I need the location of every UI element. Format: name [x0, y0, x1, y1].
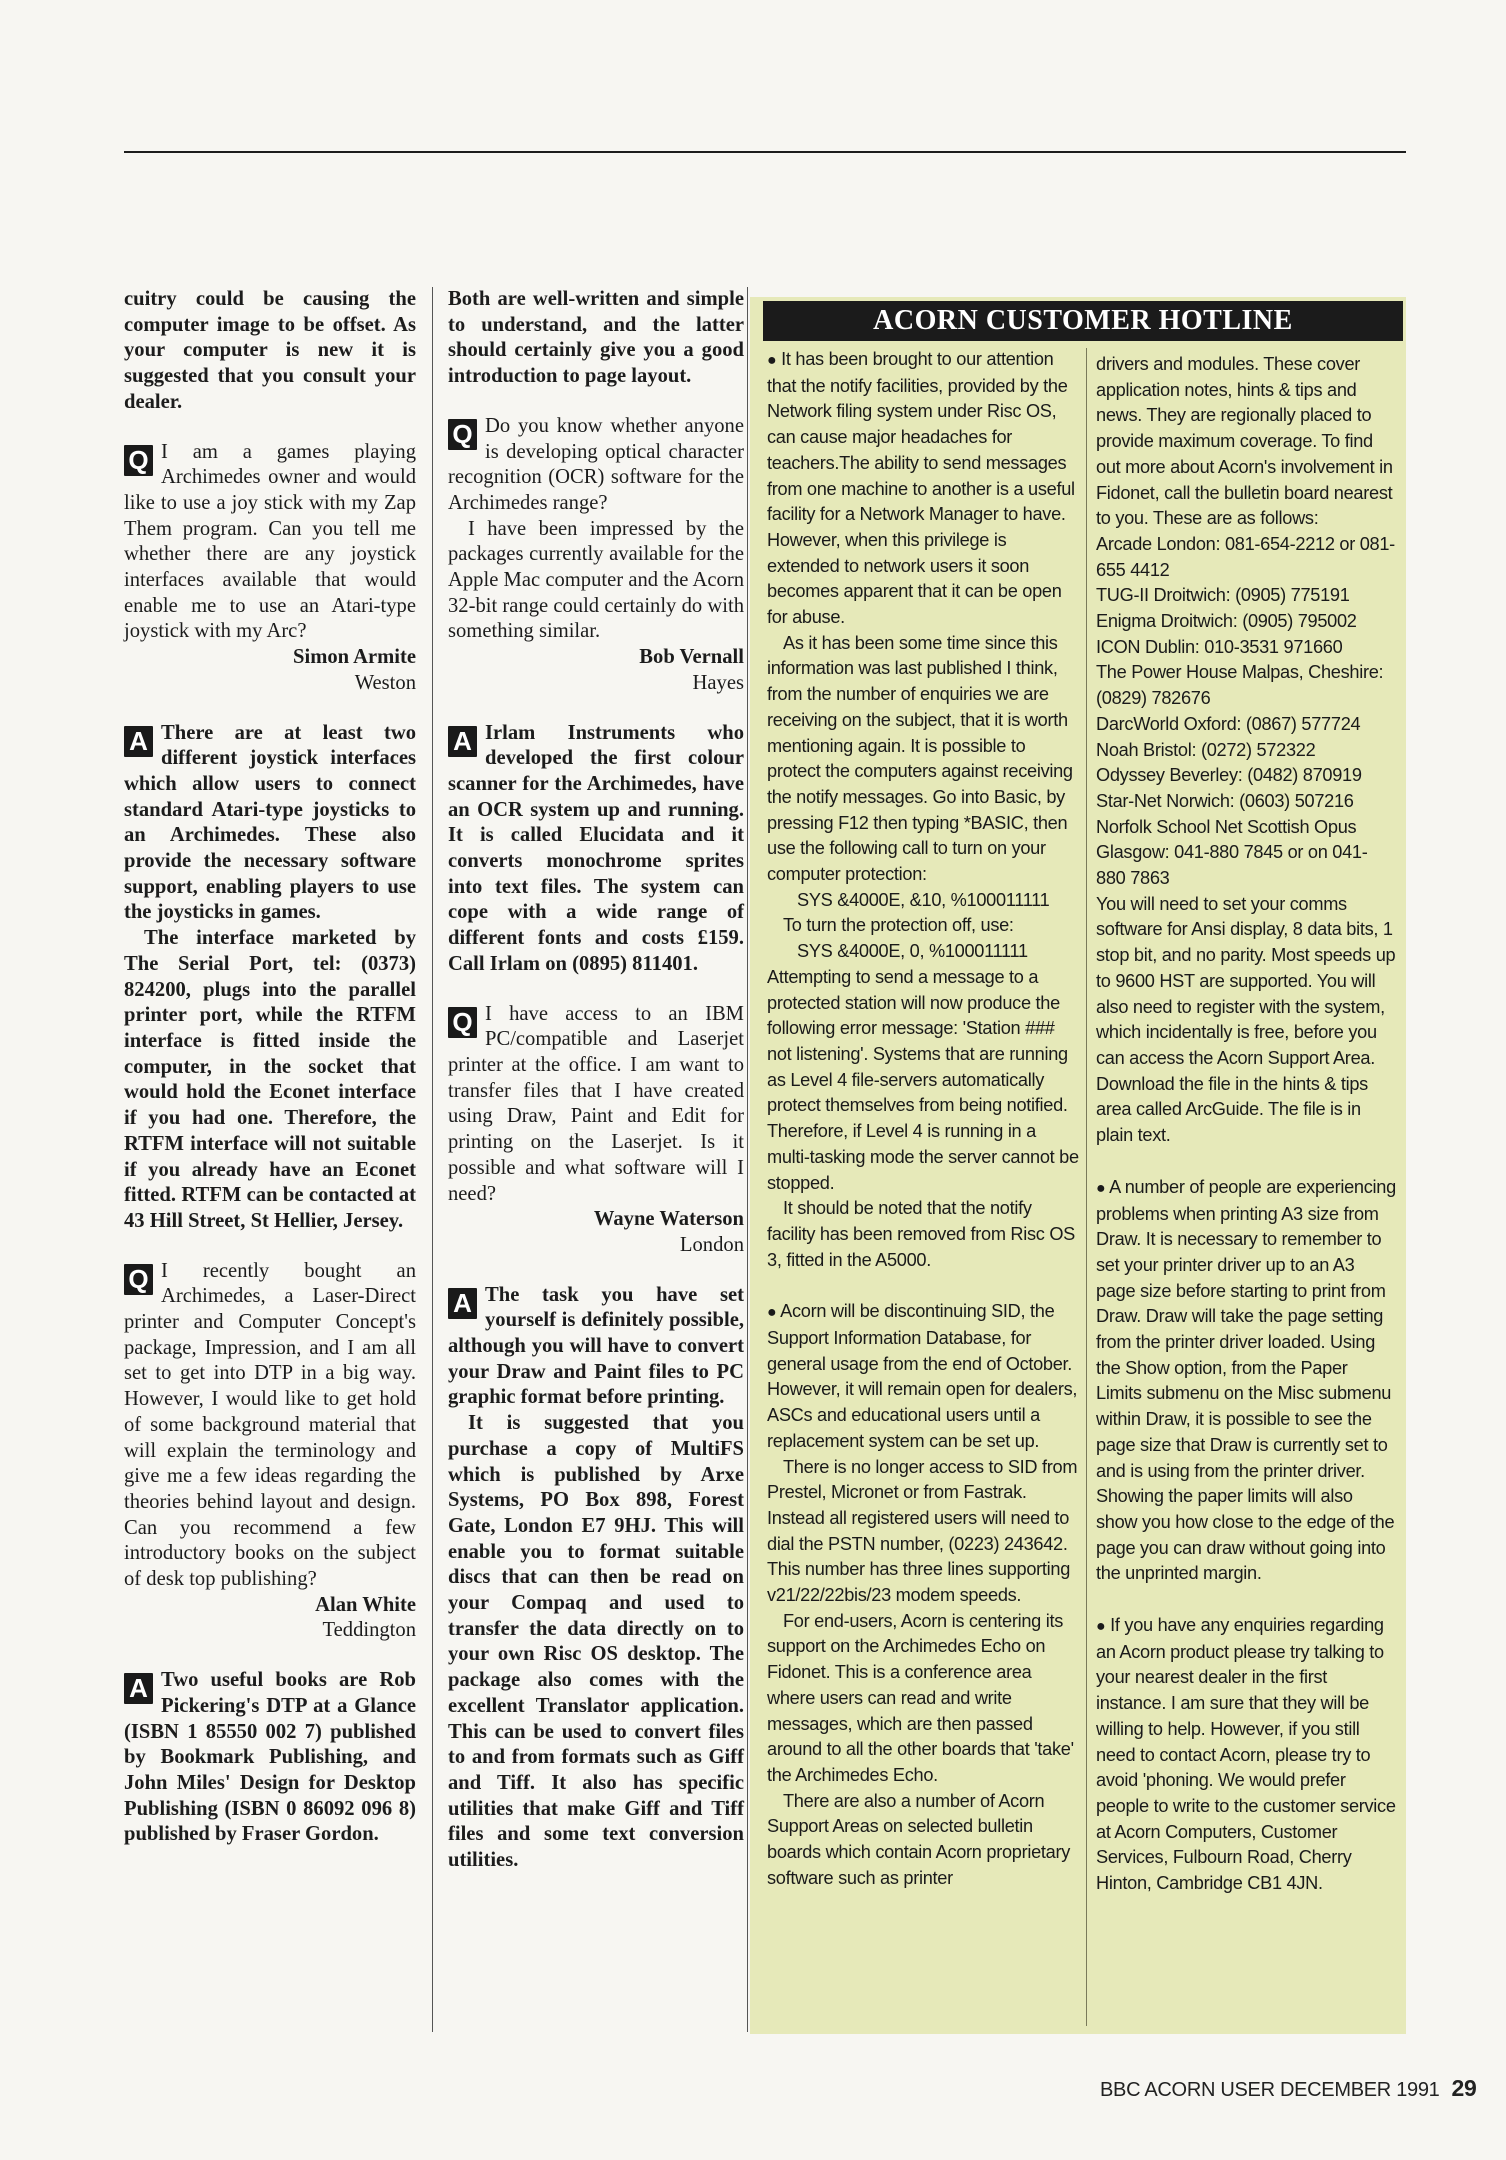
- hotline-column-2: [1096, 352, 1396, 1897]
- hotline-paragraph: There is no longer access to SID from Prestel, Micronet or from Fastrak. Instead all registered users will need to dial the PSTN number, (0223) 243642. This number has three lines supporting v21/22/22bis/23 modem speeds.: [767, 1456, 1078, 1606]
- board-item: Odyssey Beverley: (0482) 870919: [1096, 765, 1362, 786]
- answer-continued: Both are well-written and simple to understand, and the latter should certainly give you a good introduction to page layout.: [448, 288, 744, 388]
- question-joystick: [124, 440, 416, 646]
- hotline-text: If you have any enquiries regarding an Acorn product please try talking to your nearest dealer in the first instance. I am sure that they will be willing to help. However, if you still need to contact Acorn, please try to avoid 'phoning. We would prefer people to write to the customer service at Acorn Computers, Customer Services, Fulbourn Road, Cherry Hinton, Cambridge CB1 4JN.: [1096, 1615, 1396, 1894]
- hotline-paragraph: To turn the protection off, use:: [783, 915, 1014, 936]
- hotline-paragraph: There are also a number of Acorn Support Areas on selected bulletin boards which contain Acorn proprietary software such as printer: [767, 1790, 1071, 1888]
- signature-place: Teddington: [322, 1619, 416, 1642]
- board-item: DarcWorld Oxford: (0867) 577724: [1096, 713, 1361, 734]
- question-ocr: [448, 414, 744, 517]
- code-line: SYS &4000E, 0, %100011111: [797, 941, 1028, 962]
- question-dtp: [124, 1259, 416, 1593]
- bullet-icon: ●: [1096, 1179, 1106, 1197]
- answer-pc-transfer-2: It is suggested that you purchase a copy of MultiFS which is published by Arxe Systems, PO Box 898, Forest Gate, London E7 9HJ. This will enable you to format suitable discs that can then be read on your Compaq and used to transfer the data directly on to your own Risc OS desktop. The package also comes with the excellent Translator application. This can be used to convert files to and from formats such as Giff and Tiff. It also has specific utilities that make Giff and Tiff files and some text conversion utilities.: [448, 1412, 744, 1872]
- answer-joystick: [124, 721, 416, 927]
- hotline-paragraph: For end-users, Acorn is centering its support on the Archimedes Echo on Fidonet. This is a conference area where users can read and write messages, which are then passed around to all the other boards that 'take' the Archimedes Echo.: [767, 1610, 1074, 1785]
- q-badge: Q: [124, 1264, 153, 1295]
- answer-dtp: [124, 1668, 416, 1848]
- hotline-item-enquiries: [1096, 1613, 1396, 1897]
- a-badge: A: [448, 726, 477, 757]
- hotline-item-notify: [767, 347, 1082, 631]
- page-footer: [1100, 2075, 1476, 2102]
- signature-name: Simon Armite: [293, 646, 416, 669]
- answer-continued: cuitry could be causing the computer image to be offset. As your computer is new it is suggested that you consult your dealer.: [124, 288, 416, 413]
- answer-ocr: [448, 721, 744, 978]
- a-badge: A: [124, 726, 153, 757]
- signature: [448, 1207, 744, 1233]
- signature: [124, 645, 416, 671]
- magazine-title: BBC ACORN USER DECEMBER 1991: [1100, 2079, 1440, 2101]
- hotline-paragraph: As it has been some time since this information was last published I think, from the number of enquiries we are receiving on the subject, that it is worth mentioning again. It is possible to protect the computers against receiving the notify messages. Go into Basic, by pressing F12 then typing *BASIC, then use the following call to turn on your computer protection:: [767, 632, 1073, 885]
- answer-text: Two useful books are Rob Pickering's DTP at a Glance (ISBN 1 85550 002 7) published by Bookmark Publishing, and John Miles' Design for Desktop Publishing (ISBN 0 86092 096 8) published by Fraser Gordon.: [124, 1669, 416, 1846]
- board-item: Norfolk School Net Scottish Opus Glasgow: 041-880 7845 or on 041-880 7863: [1096, 816, 1368, 889]
- hotline-paragraph: You will need to set your comms software for Ansi display, 8 data bits, 1 stop bit, and no parity. Most speeds up to 9600 HST are supported. You will also need to register with the system, which incidentally is free, before you can access the Acorn Support Area. Download the file in the hints & tips area called ArcGuide. The file is in plain text.: [1096, 893, 1396, 1146]
- hotline-paragraph: It should be noted that the notify facility has been removed from Risc OS 3, fitted in the A5000.: [767, 1198, 1076, 1270]
- bullet-icon: ●: [767, 1304, 777, 1322]
- answer-text: There are at least two different joystick interfaces which allow users to connect standard Atari-type joysticks to an Archimedes. These also provide the necessary software support, enabling players to use the joysticks in games.: [124, 721, 416, 924]
- hotline-item-sid: [767, 1299, 1082, 1454]
- question-text-2: I have been impressed by the packages currently available for the Apple Mac computer and the Acorn 32-bit range could certainly do with something similar.: [448, 517, 744, 643]
- page-number: 29: [1451, 2075, 1477, 2101]
- board-item: ICON Dublin: 010-3531 971660: [1096, 636, 1343, 657]
- answer-text: The task you have set yourself is definitely possible, although you will have to convert your Draw and Paint files to PC graphic format before printing.: [448, 1283, 744, 1409]
- q-badge: Q: [448, 419, 477, 450]
- column-divider: [432, 287, 433, 2032]
- signature-place: Weston: [354, 671, 416, 694]
- signature: [448, 645, 744, 671]
- board-item: The Power House Malpas, Cheshire: (0829) 782676: [1096, 662, 1384, 709]
- panel-divider: [1086, 348, 1087, 2026]
- column-2: [448, 287, 744, 1874]
- signature-name: Bob Vernall: [639, 646, 744, 669]
- q-badge: Q: [448, 1007, 477, 1038]
- signature-place: Hayes: [692, 671, 744, 694]
- board-item: Enigma Droitwich: (0905) 795002: [1096, 611, 1357, 632]
- signature-place: London: [679, 1233, 744, 1256]
- question-text: I am a games playing Archimedes owner and would like to use a joy stick with my Zap Them program. Can you tell me whether there are any joystick interfaces available that would enable me to use an Atari-type joystick with my Arc?: [124, 440, 416, 643]
- bullet-icon: ●: [1096, 1618, 1106, 1636]
- code-line: SYS &4000E, &10, %100011111: [797, 889, 1050, 910]
- question-text: I have access to an IBM PC/compatible and Laserjet printer at the office. I am want to transfer files that I have created using Draw, Paint and Edit for printing on the Laserjet. Is it possible and what software will I need?: [448, 1002, 744, 1205]
- hotline-item-a3: [1096, 1175, 1396, 1587]
- hotline-paragraph: drivers and modules. These cover application notes, hints & tips and news. They are regionally placed to provide maximum coverage. To find out more about Acorn's involvement in Fidonet, call the bulletin board nearest to you. These are as follows:: [1096, 354, 1393, 529]
- signature-name: Wayne Waterson: [593, 1208, 744, 1231]
- hotline-text: Acorn will be discontinuing SID, the Support Information Database, for general usage from the end of October. However, it will remain open for dealers, ASCs and educational users until a replacement system can be set up.: [767, 1301, 1078, 1451]
- bullet-icon: ●: [767, 352, 777, 369]
- hotline-column-1: [767, 347, 1082, 1891]
- a-badge: A: [448, 1288, 477, 1319]
- answer-text: Irlam Instruments who developed the first colour scanner for the Archimedes, have an OCR system up and running. It is called Elucidata and it converts monochrome sprites into text files. The system can cope with a wide range of different fonts and costs £159. Call Irlam on (0895) 811401.: [448, 721, 744, 975]
- board-item: Arcade London: 081-654-2212 or 081-655 4412: [1096, 533, 1395, 580]
- question-text: I recently bought an Archimedes, a Laser-Direct printer and Computer Concept's package, Impression, and I am all set to get into DTP in a big way. However, I would like to get hold of some background material that will explain the terminology and give me a few ideas regarding the theories behind layout and design. Can you recommend a few introductory books on the subject of desk top publishing?: [124, 1259, 416, 1591]
- board-item: Star-Net Norwich: (0603) 507216: [1096, 790, 1354, 811]
- column-1: [124, 287, 416, 1848]
- hotline-text: It has been brought to our attention that the notify facilities, provided by the Network filing system under Risc OS, can cause major headaches for teachers.The ability to send messages from one machine to another is a useful facility for a Network Manager to have. However, when this privilege is extended to network users it soon becomes apparent that it can be open for abuse.: [767, 349, 1075, 628]
- top-rule: [124, 151, 1406, 153]
- q-badge: Q: [124, 445, 153, 476]
- hotline-text: A number of people are experiencing problems when printing A3 size from Draw. It is necessary to remember to set your printer driver up to an A3 page size before starting to print from Draw. Draw will take the page setting from the printer driver loaded. Using the Show option, from the Paper Limits submenu on the Misc submenu within Draw, it is possible to see the page size that Draw is currently set to and is using from the printer driver. Showing the paper limits will also show you how close to the edge of the page you can draw without going into the unprinted margin.: [1096, 1176, 1396, 1584]
- board-item: TUG-II Droitwich: (0905) 775191: [1096, 585, 1350, 606]
- signature-name: Alan White: [315, 1593, 416, 1616]
- question-text: Do you know whether anyone is developing optical character recognition (OCR) software for the Archimedes range?: [448, 414, 744, 514]
- hotline-paragraph: Attempting to send a message to a protected station will now produce the following error message: 'Station ### not listening'. Systems that are running as Level 4 file-servers automatically protect themselves from being notified. Therefore, if Level 4 is running in a multi-tasking mode the server cannot be stopped.: [767, 966, 1079, 1193]
- a-badge: A: [124, 1673, 153, 1704]
- signature: [124, 1593, 416, 1619]
- question-pc-transfer: [448, 1002, 744, 1208]
- board-item: Noah Bristol: (0272) 572322: [1096, 739, 1316, 760]
- answer-pc-transfer: [448, 1283, 744, 1412]
- column-divider: [747, 287, 748, 2032]
- hotline-title: ACORN CUSTOMER HOTLINE: [763, 301, 1403, 341]
- answer-joystick-2: The interface marketed by The Serial Port, tel: (0373) 824200, plugs into the parallel printer port, while the RTFM interface is fitted inside the computer, in the socket that would hold the Econet interface if you had one. Therefore, the RTFM interface will not suitable if you already have an Econet fitted. RTFM can be contacted at 43 Hill Street, St Hellier, Jersey.: [124, 927, 416, 1232]
